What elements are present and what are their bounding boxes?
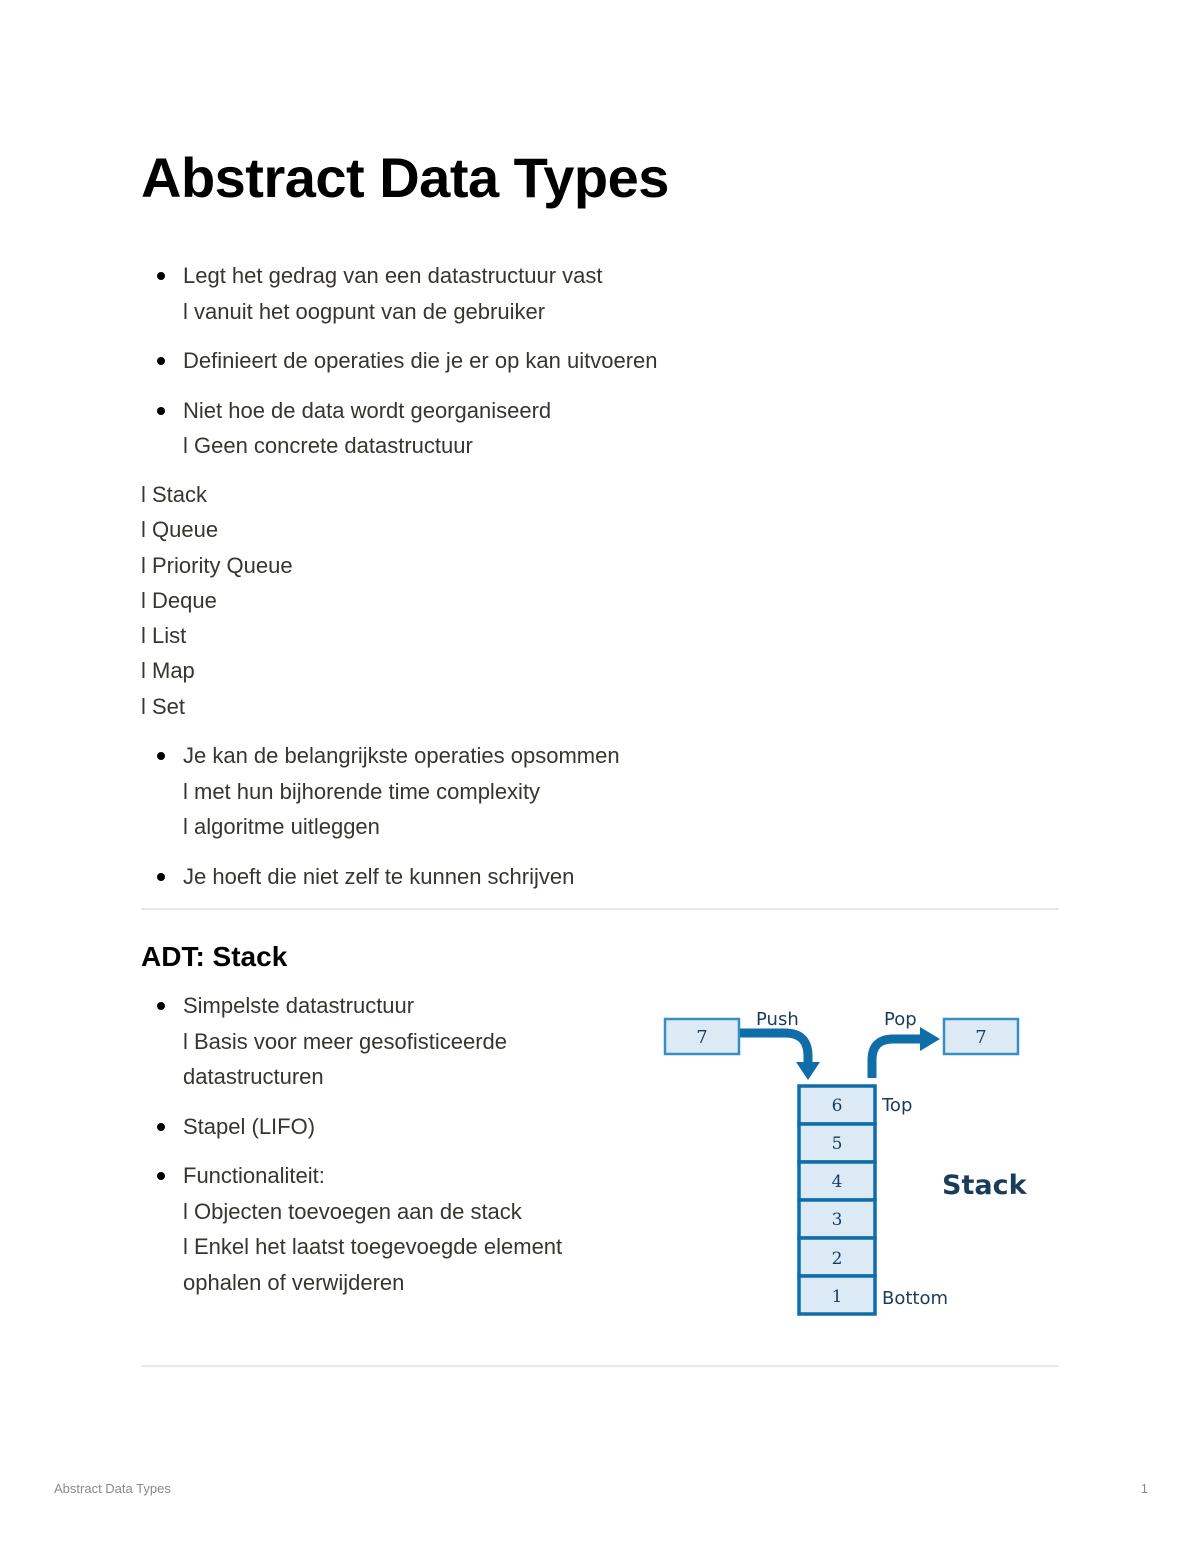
stack-cell-value: 5 bbox=[831, 1134, 843, 1154]
push-arrowhead-icon bbox=[796, 1062, 820, 1080]
stack-diagram bbox=[660, 1000, 1040, 1330]
stack-bullet-1-line-1: Simpelste datastructuur bbox=[183, 993, 415, 1018]
stack-section-text bbox=[141, 988, 581, 1314]
intro-section bbox=[141, 258, 1061, 478]
stack-bullet-3-line-4: ophalen of verwijderen bbox=[183, 1269, 405, 1295]
adt-list-item-list: l List bbox=[141, 623, 187, 649]
footer-document-title: Abstract Data Types bbox=[54, 1481, 171, 1496]
stack-cell-value: 2 bbox=[831, 1249, 843, 1269]
intro-bullet-2 bbox=[141, 343, 1061, 379]
stack-cell-value: 6 bbox=[831, 1096, 843, 1116]
outro-bullet-1-line-3: l algoritme uitleggen bbox=[183, 814, 380, 839]
adt-list-item-priority-queue: l Priority Queue bbox=[141, 552, 293, 578]
stack-bullet-3 bbox=[141, 1158, 581, 1300]
intro-bullet-3-line-1: Niet hoe de data wordt georganiseerd bbox=[183, 397, 552, 423]
footer-page-number: 1 bbox=[1140, 1481, 1148, 1496]
intro-bullet-2-line-1: Definieert de operaties die je er op kan uitvoeren bbox=[183, 348, 658, 373]
intro-bullet-1 bbox=[141, 258, 1061, 329]
pop-arrow-icon bbox=[872, 1039, 922, 1078]
pop-arrowhead-icon bbox=[920, 1027, 940, 1051]
stack-bullet-3-line-1: Functionaliteit: bbox=[183, 1163, 325, 1188]
outro-section bbox=[141, 738, 1061, 908]
stack-bullet-3-line-3: l Enkel het laatst toegevoegde element bbox=[183, 1234, 563, 1259]
push-value: 7 bbox=[696, 1027, 708, 1048]
intro-bullet-3-line-2: l Geen concrete datastructuur bbox=[183, 433, 473, 458]
stack-cell-value: 4 bbox=[831, 1172, 843, 1192]
pop-label: Pop bbox=[884, 1009, 917, 1030]
stack-title-label: Stack bbox=[942, 1170, 1027, 1201]
page-title: Abstract Data Types bbox=[141, 146, 669, 209]
adt-list-item-stack: l Stack bbox=[141, 482, 208, 507]
section-divider-top bbox=[141, 908, 1059, 910]
stack-section-heading: ADT: Stack bbox=[141, 941, 288, 972]
intro-bullet-list bbox=[141, 258, 1061, 464]
outro-bullet-2 bbox=[141, 859, 1061, 895]
adt-list-item-deque: l Deque bbox=[141, 587, 217, 613]
stack-bullet-2-line-1: Stapel (LIFO) bbox=[183, 1113, 316, 1139]
adt-list-item-set: l Set bbox=[141, 693, 186, 719]
stack-bottom-label: Bottom bbox=[882, 1288, 949, 1309]
intro-bullet-3 bbox=[141, 393, 1061, 464]
push-arrow-icon bbox=[740, 1033, 808, 1064]
section-divider-bottom bbox=[141, 1365, 1059, 1367]
stack-bullet-list bbox=[141, 988, 581, 1300]
outro-bullet-1 bbox=[141, 738, 1061, 845]
intro-bullet-1-line-2: l vanuit het oogpunt van de gebruiker bbox=[183, 298, 546, 324]
adt-list-item-map: l Map bbox=[141, 658, 195, 684]
outro-bullet-2-line-1: Je hoeft die niet zelf te kunnen schrijven bbox=[183, 863, 575, 889]
stack-bullet-3-line-2: l Objecten toevoegen aan de stack bbox=[183, 1198, 522, 1224]
push-label: Push bbox=[756, 1009, 799, 1030]
stack-bullet-1-line-2: l Basis voor meer gesofisticeerde datastructuren bbox=[183, 1028, 508, 1089]
outro-bullet-list bbox=[141, 738, 1061, 894]
stack-top-label: Top bbox=[882, 1095, 913, 1116]
outro-bullet-1-line-1: Je kan de belangrijkste operaties opsommen bbox=[183, 743, 620, 768]
intro-bullet-1-line-1: Legt het gedrag van een datastructuur vast bbox=[183, 263, 603, 288]
adt-list bbox=[141, 477, 1061, 724]
stack-cell-value: 3 bbox=[831, 1210, 843, 1230]
adt-list-item-queue: l Queue bbox=[141, 517, 219, 543]
stack-bullet-2 bbox=[141, 1109, 581, 1145]
stack-cells bbox=[799, 1086, 875, 1314]
pop-value: 7 bbox=[975, 1027, 987, 1048]
stack-bullet-1 bbox=[141, 988, 581, 1095]
outro-bullet-1-line-2: l met hun bijhorende time complexity bbox=[183, 778, 541, 804]
stack-cell-value: 1 bbox=[831, 1287, 843, 1307]
